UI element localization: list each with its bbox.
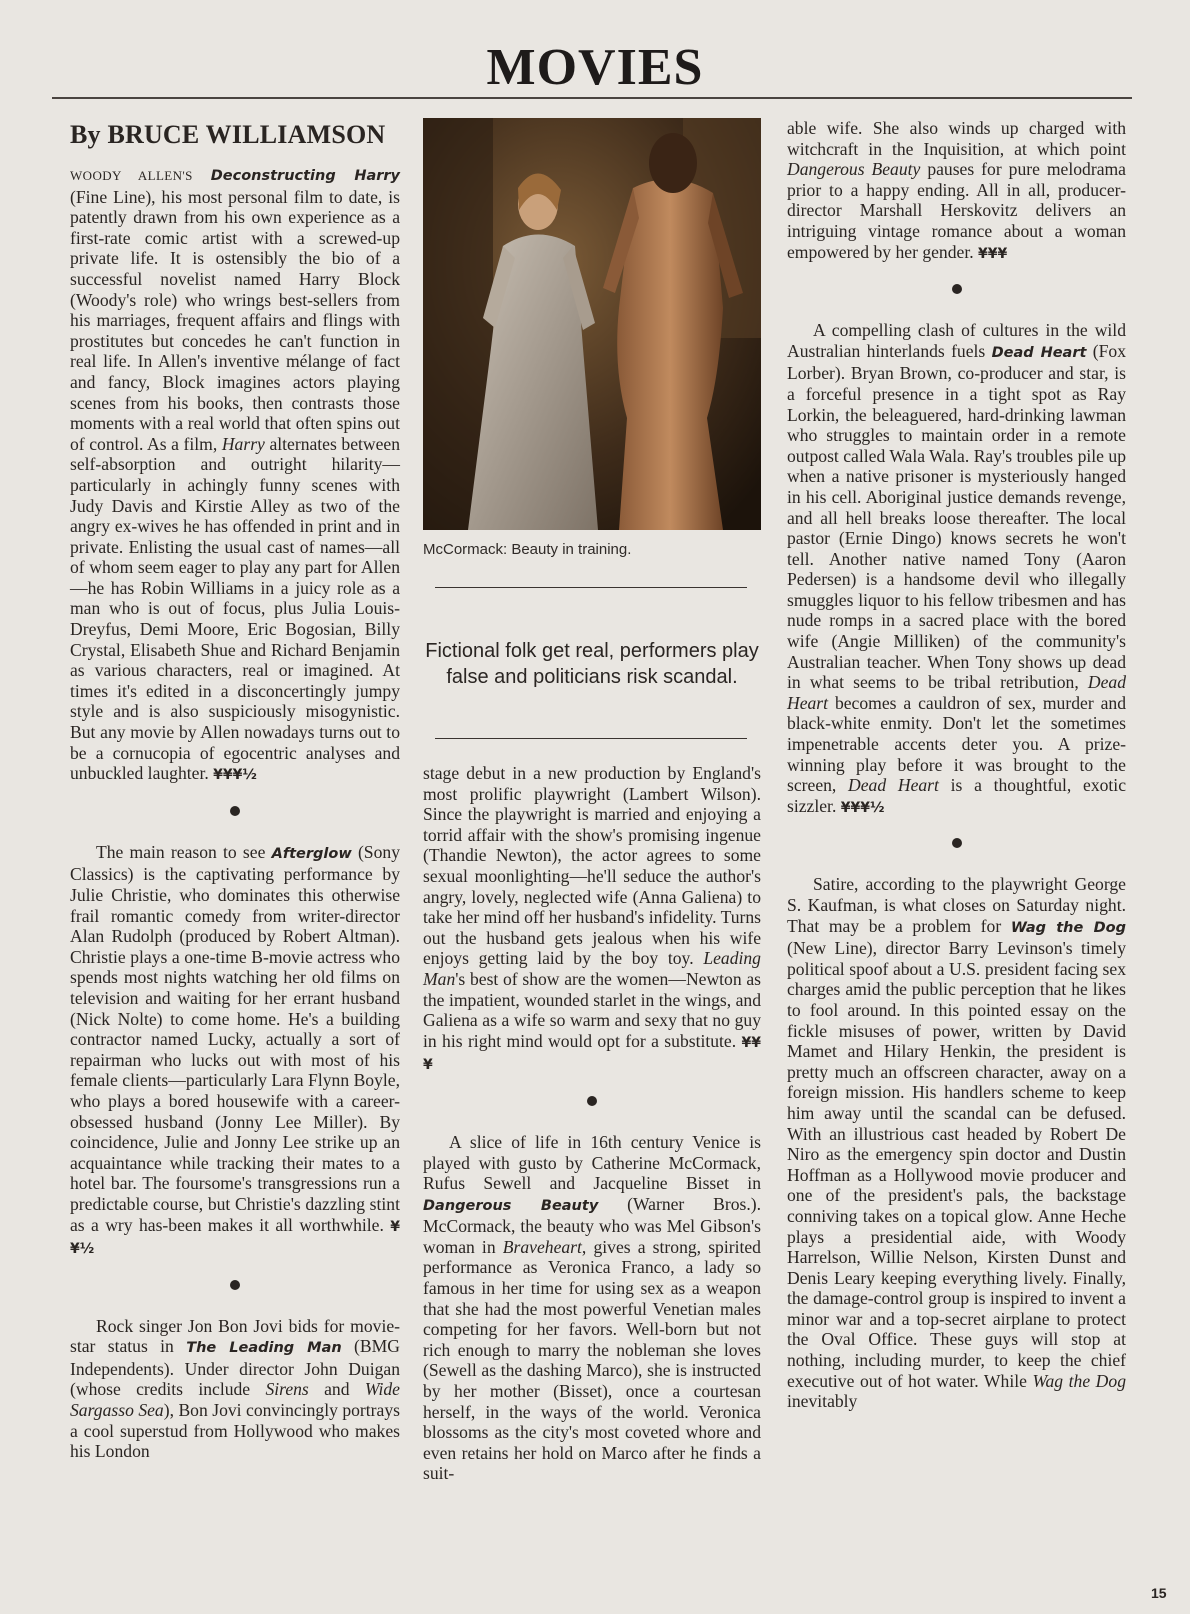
film-title: Deconstructing Harry bbox=[210, 168, 400, 184]
review-afterglow bbox=[70, 842, 400, 1260]
rating: ¥¥¥ bbox=[423, 1034, 762, 1074]
separator-bullet bbox=[952, 284, 962, 294]
italic-title: Leading Man bbox=[423, 948, 761, 989]
separator-bullet bbox=[230, 1280, 240, 1290]
review-text: (BMG Independents). Under director John Duigan (whose credits include bbox=[70, 1336, 400, 1400]
column-2 bbox=[423, 118, 761, 1484]
pullquote-rule-bottom bbox=[435, 738, 747, 739]
film-title: The Leading Man bbox=[186, 1340, 342, 1357]
review-text: (Warner Bros.). McCormack, the beauty who was Mel Gibson's woman in bbox=[423, 1193, 761, 1257]
page-number: 15 bbox=[1151, 1585, 1167, 1601]
review-text: 's best of show are the women—Newton as the impatient, wounded starlet in the wings, and Galiena as a wife so warm and sexy that no guy in his right mind would opt for a substitute. bbox=[423, 968, 761, 1051]
review-text: ), Bon Jovi convincingly portrays a cool superstud from Hollywood who makes his London bbox=[70, 1400, 400, 1462]
review-leading-man bbox=[70, 1316, 400, 1462]
review-text: A slice of life in 16th century Venice is played with gusto by Catherine McCormack, Rufus Sewell and Jacqueline Bisset in bbox=[423, 1131, 761, 1194]
rating: ¥¥½ bbox=[70, 1218, 400, 1258]
column-1 bbox=[70, 118, 400, 1462]
column-3 bbox=[787, 118, 1126, 1412]
review-text: inevitably bbox=[787, 1391, 858, 1412]
review-text: stage debut in a new production by England's most prolific playwright (Lambert Wilson). Since the playwright is married and enjoying a torrid affair with the show's promising ingenue (Thandie Newton), the actor agrees to some sexual moonlighting—he'll seduce the author's angry, lovely, neglected wife (Anna Galiena) to take her mind off her husband's infidelity. Turns out the husband gets jealous when his wife enjoys getting laid by the boy toy. bbox=[423, 763, 761, 969]
italic-title: Dangerous Beauty bbox=[787, 159, 921, 180]
pullquote-rule-top bbox=[435, 587, 747, 588]
review-text: (Sony Classics) is the captivating performance by Julie Christie, who dominates this otherwise frail romantic comedy from writer-director Alan Rudolph (produced by Robert Altman). Christie plays a one-time B-movie actress who spends most nights watching her old films on television and waiting for her errant husband (Nick Nolte) to come home. He's a building contractor named Lucky, actually a sort of repairman who lucks out with most of his female clients—particularly Lara Flynn Boyle, who plays a bored housewife with a career-obsessed husband (Jonny Lee Miller). By coincidence, Julie and Jonny Lee strike up an acquaintance while tracking their mates to a hotel bar. The foursome's transgressions run a predictable course, but Christie's dazzling stint as a wry has-been makes it all worthwhile. bbox=[70, 841, 400, 1235]
separator-bullet bbox=[587, 1096, 597, 1106]
film-title: Afterglow bbox=[271, 845, 352, 862]
italic-title: Braveheart bbox=[502, 1236, 582, 1257]
review-text: alternates between self-absorption and outright hilarity—particularly in achingly funny scenes with Judy Davis and Kirstie Alley as two of the angry ex-wives he has offended in print and in private. Enlisting the usual cast of names—all of whom seem eager to play any part for Allen—he has Robin Williams in a juicy role as a man who is out of focus, plus Julia Louis-Dreyfus, Demi Moore, Eric Bogosian, Billy Crystal, Elisabeth Shue and Richard Benjamin as various characters, real or imagined. At times it's edited in a disconcertingly jumpy style and is also suspiciously misogynistic. But any movie by Allen nowadays turns out to be a cornucopia of egocentric analyses and unbuckled laughter. bbox=[70, 433, 401, 784]
review-text: A compelling clash of cultures in the wild Australian hinterlands fuels bbox=[787, 320, 1126, 361]
review-harry bbox=[70, 164, 400, 786]
review-text: Satire, according to the playwright George S. Kaufman, is what closes on Saturday night. That may be a problem for bbox=[787, 874, 1126, 936]
director-lead: WOODY ALLEN'S bbox=[70, 168, 193, 183]
byline: By BRUCE WILLIAMSON bbox=[70, 120, 386, 149]
italic-title: Dead Heart bbox=[787, 672, 1126, 713]
separator-bullet bbox=[952, 838, 962, 848]
review-text: pauses for pure melodrama prior to a happy ending. All in all, producer-director Marshall Herskovitz delivers an intriguing vintage romance about a woman empowered by her gender. bbox=[787, 159, 1126, 262]
separator-bullet bbox=[230, 806, 240, 816]
film-title: Dead Heart bbox=[991, 344, 1087, 361]
section-title: MOVIES bbox=[486, 39, 704, 96]
review-text: Rock singer Jon Bon Jovi bids for movie-star status in bbox=[70, 1315, 400, 1357]
review-text: and bbox=[324, 1379, 350, 1400]
review-text: is a thoughtful, exotic sizzler. bbox=[787, 775, 1127, 816]
film-title: Wag the Dog bbox=[1010, 919, 1126, 936]
italic-title: Wag the Dog bbox=[1032, 1370, 1126, 1391]
italic-title: Wide Sargasso Sea bbox=[70, 1379, 400, 1421]
review-wag-the-dog bbox=[787, 874, 1126, 1411]
rating: ¥¥¥½ bbox=[213, 767, 257, 784]
review-dead-heart bbox=[787, 320, 1126, 818]
review-leading-man-cont bbox=[423, 763, 761, 1076]
review-dangerous-beauty-cont bbox=[787, 118, 1126, 264]
review-text: , gives a strong, spirited performance as Veronica Franco, a lady so famous in her time for using sex as a weapon that she had the most powerful Venetian males competing for her favors. Well-born but not rich enough to marry the nobleman she loves (Sewell as the dashing Marco), she is instructed by her mother (Bisset), once a courtesan herself, in the ways of the world. Veronica blossoms as the city's most coveted whore and even retains her hold on Marco after he finds a suit- bbox=[423, 1236, 761, 1484]
header-rule bbox=[52, 97, 1132, 99]
review-dangerous-beauty bbox=[423, 1132, 761, 1484]
review-text: able wife. She also winds up charged with witchcraft in the Inquisition, at which point bbox=[787, 118, 1126, 159]
italic-title: Sirens bbox=[265, 1379, 309, 1400]
review-text: (New Line), director Barry Levinson's timely political spoof about a U.S. president facing sex charges amid the public perception that he likes to fool around. In this pointed essay on the fickle misuses of power, written by David Mamet and Hilary Henkin, the president is pretty much an offscreen character, away on a foreign mission. His handlers scheme to keep him away until the scandal can be defused. With an illustrious cast headed by Robert De Niro as the emergency spin doctor and Dustin Hoffman as a Hollywood movie producer and one of the president's pals, the backstage conniving takes on a topical glow. Anne Heche plays a presidential aide, with Woody Harrelson, Willie Nelson, Kirsten Dunst and Denis Leary keeping everything lively. Finally, the damage-control group is inspired to invent a minor war and a top-secret airplane to protect the Oval Office. These guys will stop at nothing, including murder, to keep the chief executive out of hot water. While bbox=[787, 938, 1126, 1391]
pullquote: Fictional folk get real, performers play false and politicians risk scandal. bbox=[425, 640, 759, 688]
italic-title: Harry bbox=[221, 433, 265, 454]
review-text: (Fox Lorber). Bryan Brown, co-producer and star, is a forceful presence in a tight spot as Ray Lorkin, the beleaguered, hard-drinking lawman who struggles to maintain order in a remote outpost called Wala Wala. Ray's troubles pile up when a native prisoner is mysteriously hanged in his cell. Aboriginal justice demands revenge, and all hell breaks loose thereafter. The local pastor (Ernie Dingo) knows secrets he won't tell. Another native named Tony (Aaron Pedersen) is a handsome devil who illegally smuggles liquor to his fellow tribesmen and has nude romps in a sacred place with the bored wife (Angie Milliken) of the community's Australian teacher. When Tony shows up dead in what seems to be tribal retribution, bbox=[787, 340, 1126, 693]
film-still-photo bbox=[423, 118, 761, 530]
review-text: (Fine Line), his most personal film to date, is patently drawn from his own experience as a first-rate comic artist with a screwed-up private life. It is ostensibly the bio of a successful novelist named Harry Block (Woody's role) who wrings best-sellers from his marriages, frequent affairs and flings with prostitutes but concedes he can't function in real life. In Allen's inventive mélange of fact and fancy, Block imagines actors playing scenes from his books, then contrasts those moments with a real world that often spins out of control. As a film, bbox=[70, 186, 400, 454]
review-text: becomes a cauldron of sex, murder and black-white enmity. Don't let the sometimes impenetrable accents deter you. A prize-winning play before it was brought to the screen, bbox=[787, 692, 1126, 796]
film-title: Dangerous Beauty bbox=[423, 1197, 599, 1214]
photo-caption: McCormack: Beauty in training. bbox=[423, 541, 632, 558]
rating: ¥¥¥½ bbox=[840, 799, 885, 816]
rating: ¥¥¥ bbox=[978, 245, 1008, 262]
review-text: The main reason to see bbox=[96, 841, 266, 862]
italic-title: Dead Heart bbox=[848, 775, 939, 796]
